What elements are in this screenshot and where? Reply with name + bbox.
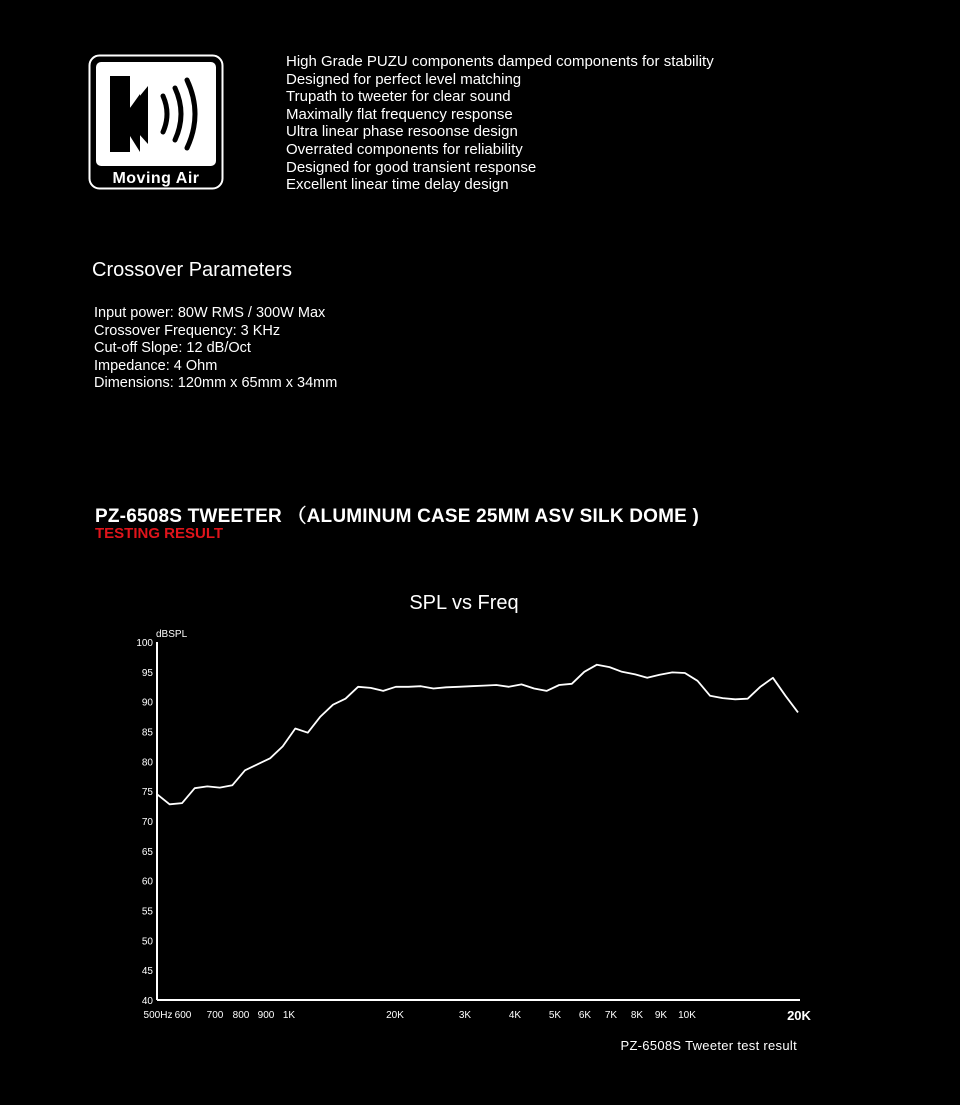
x-tick-label: 20K [787,1008,811,1023]
product-model-line: PZ-6508S TWEETER （ALUMINUM CASE 25MM ASV SILK DOME ) [95,506,700,527]
feature-item: Excellent linear time delay design [286,176,509,194]
x-tick-label: 7K [604,1010,618,1021]
crossover-param-list [94,305,337,393]
feature-item: Designed for perfect level matching [286,70,522,88]
feature-item: Overrated components for reliability [286,140,523,158]
y-tick-label: 55 [141,906,153,918]
y-tick-label: 100 [136,638,153,649]
x-tick-label: 20K [386,1010,404,1021]
feature-item: Trupath to tweeter for clear sound [286,88,511,106]
y-tick-label: 80 [141,757,153,769]
x-tick-label: 500Hz [143,1010,173,1021]
x-tick-label: 5K [548,1010,562,1021]
brand-name: Moving Air [112,170,200,187]
y-tick-label: 40 [141,996,153,1007]
y-tick-label: 95 [141,667,153,679]
spl-vs-freq-chart [0,580,960,1070]
y-tick-label: 85 [141,727,153,739]
param-item: Cut-off Slope: 12 dB/Oct [94,340,251,357]
param-item: Dimensions: 120mm x 65mm x 34mm [94,375,338,392]
feature-item: Ultra linear phase resoonse design [286,123,518,141]
y-tick-label: 60 [141,876,153,888]
y-tick-label: 75 [141,787,153,799]
x-tick-label: 800 [232,1010,250,1021]
feature-list [286,53,714,194]
x-tick-label: 700 [206,1010,224,1021]
x-tick-label: 6K [578,1010,592,1021]
y-tick-label: 45 [141,966,153,978]
testing-result-label: TESTING RESULT [95,525,224,542]
chart-title: SPL vs Freq [409,592,519,614]
feature-item: Designed for good transient response [286,158,537,176]
x-tick-label: 900 [257,1010,275,1021]
y-axis-label: dBSPL [156,629,188,640]
chart-caption: PZ-6508S Tweeter test result [620,1038,797,1053]
spl-series-line [157,665,798,805]
y-tick-label: 50 [141,936,153,948]
y-tick-label: 70 [141,817,153,828]
y-tick-label: 90 [141,697,153,709]
x-tick-label: 10K [678,1010,696,1021]
param-item: Impedance: 4 Ohm [94,357,218,374]
crossover-title: Crossover Parameters [92,259,293,281]
feature-item: Maximally flat frequency response [286,105,513,123]
x-tick-label: 9K [654,1010,668,1021]
x-tick-label: 3K [458,1010,472,1021]
x-tick-label: 1K [282,1010,296,1021]
x-tick-label: 8K [630,1010,644,1021]
param-item: Input power: 80W RMS / 300W Max [94,305,326,321]
x-tick-label: 600 [174,1010,192,1021]
feature-item: High Grade PUZU components damped components for stability [286,53,714,70]
param-item: Crossover Frequency: 3 KHz [94,322,281,339]
x-tick-label: 4K [508,1010,522,1021]
moving-air-logo [88,54,224,190]
y-tick-label: 65 [141,846,153,858]
